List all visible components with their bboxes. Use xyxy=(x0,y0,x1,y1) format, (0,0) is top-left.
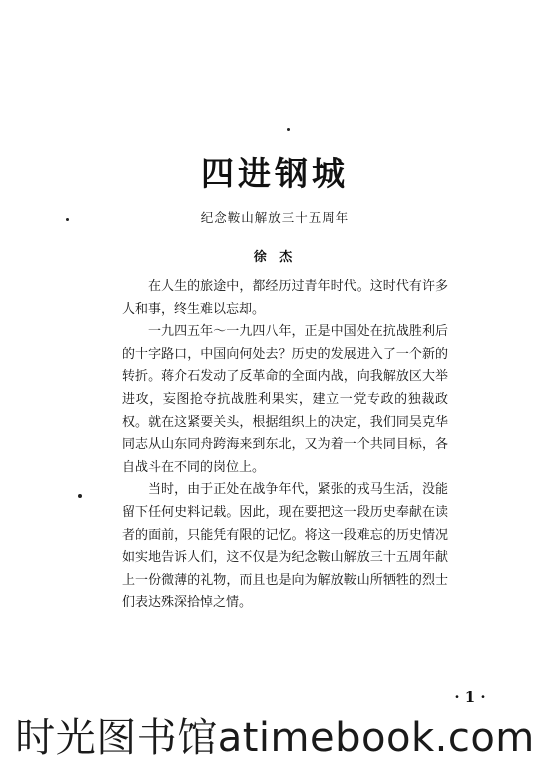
paragraph: 当时，由于正处在战争年代，紧张的戎马生活，没能留下任何史料记载。因此，现在要把这一段历史奉献在读者的面前，只能凭有限的记忆。将这一段难忘的历史情况如实地告诉人们，这不仅是为纪念鞍山解放三十五周年献上一份微薄的礼物，而且也是向为解放鞍山所牺牲的烈士们表达殊深拾悼之情。 xyxy=(122,482,448,611)
ink-speck xyxy=(78,494,82,498)
watermark-text: 时光图书馆atimebook.com xyxy=(15,715,535,761)
article-subtitle: 纪念鞍山解放三十五周年 xyxy=(200,210,350,225)
ink-speck xyxy=(287,128,290,131)
paragraph: 在人生的旅途中，都经历过青年时代。这时代有许多人和事，终生难以忘却。 xyxy=(122,279,448,317)
page-number: · 1 · xyxy=(454,688,486,706)
article-body xyxy=(122,276,448,615)
paragraph: 一九四五年～一九四八年，正是中国处在抗战胜利后的十字路口，中国向何处去？历史的发展进入了一个新的转折。蒋介石发动了反革命的全面内战，向我解放区大举进攻，妄图抢夺抗战胜利果实，建立一党专政的独裁政权。就在这紧要关头，根据组织上的决定，我们同吴克华同志从山东同舟跨海来到东北，又为着一个共同目标，各自战斗在不同的岗位上。 xyxy=(122,324,448,475)
article-title: 四进钢城 xyxy=(201,154,349,193)
article-author: 徐 杰 xyxy=(253,250,297,265)
